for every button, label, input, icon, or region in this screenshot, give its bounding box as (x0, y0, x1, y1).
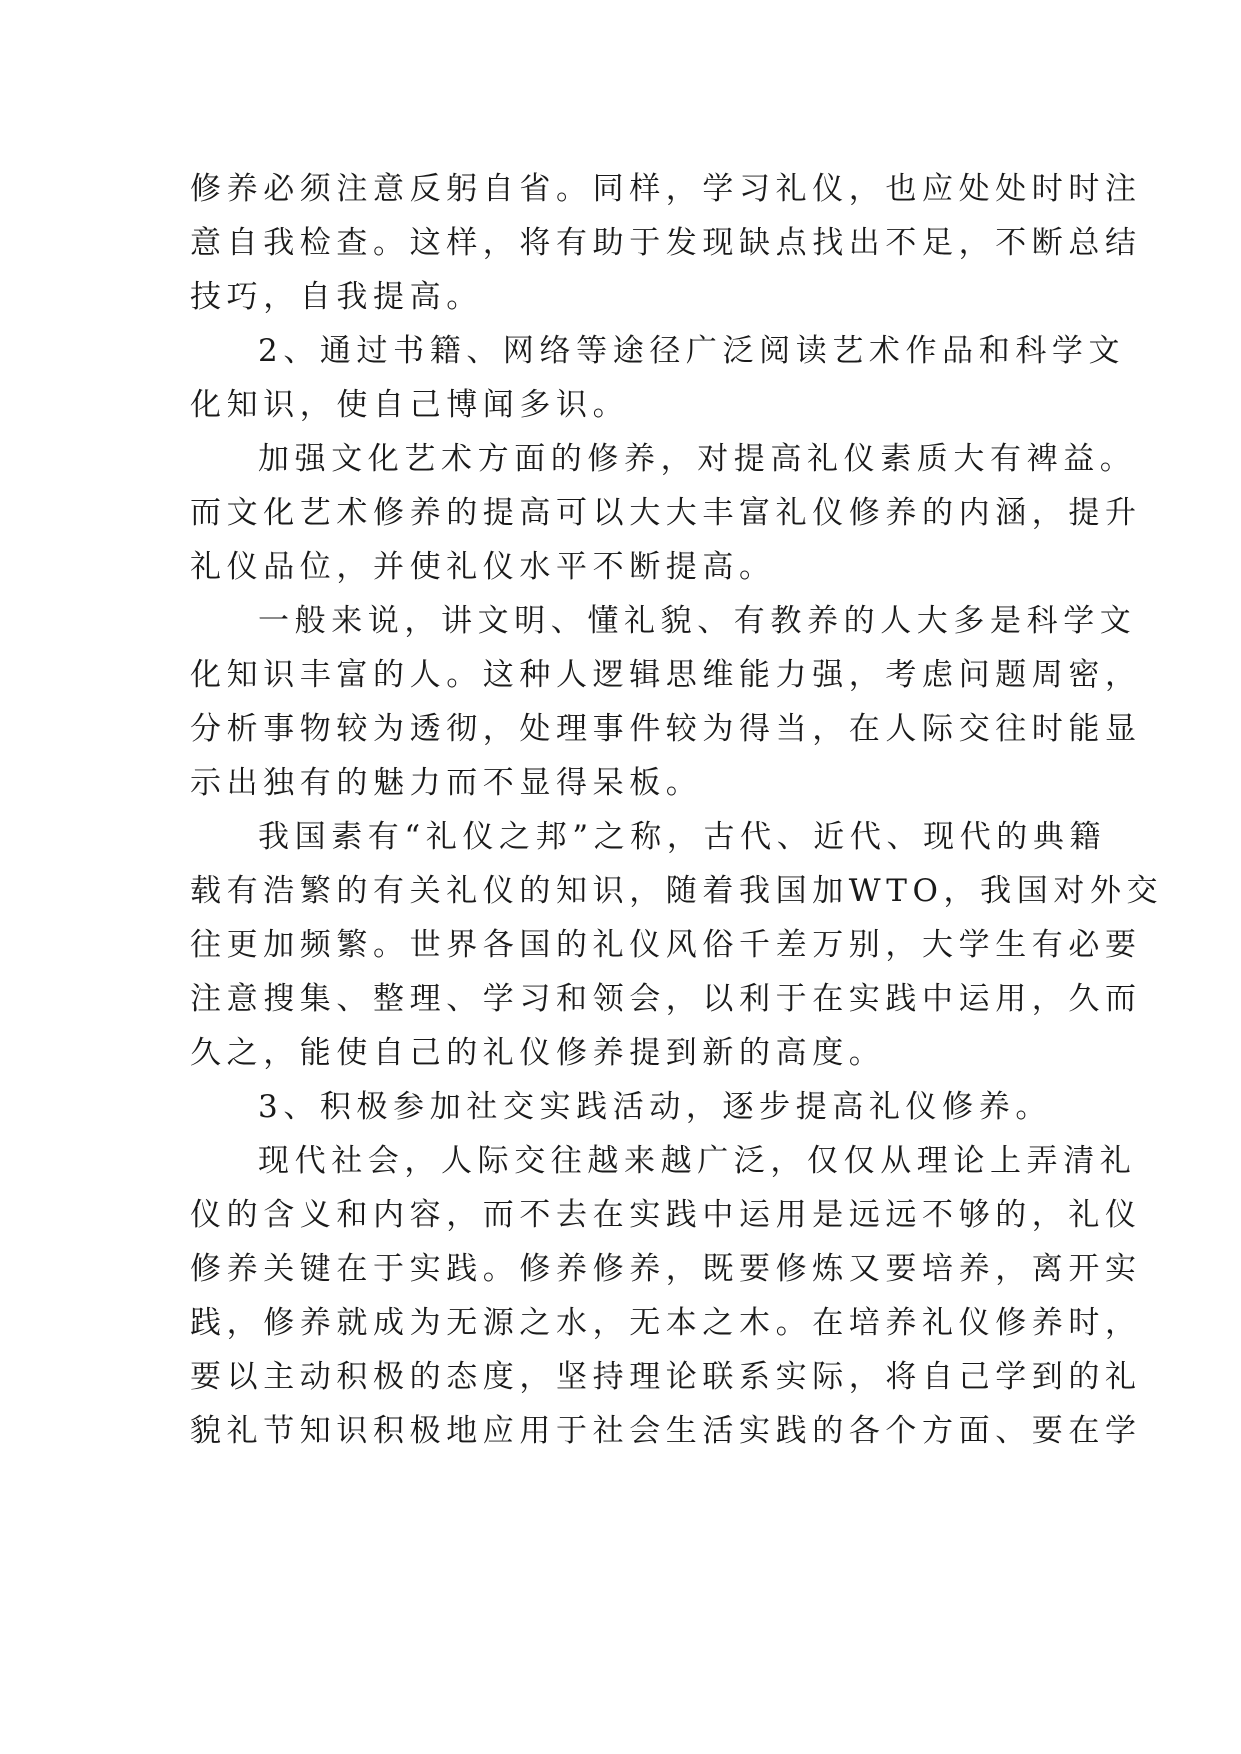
text-line: 化知识丰富的人。这种人逻辑思维能力强，考虑问题周密， (190, 657, 1142, 693)
text-line: 注意搜集、整理、学习和领会，以利于在实践中运用，久而 (190, 981, 1142, 1017)
text-line: 载有浩繁的有关礼仪的知识，随着我国加WTO，我国对外交 (190, 873, 1164, 909)
text-line: 技巧，自我提高。 (190, 279, 483, 315)
text-line: 仪的含义和内容，而不去在实践中运用是远远不够的，礼仪 (190, 1197, 1142, 1233)
text-line: 2、通过书籍、网络等途径广泛阅读艺术作品和科学文 (258, 333, 1126, 369)
text-line: 修养必须注意反躬自省。同样，学习礼仪，也应处处时时注 (190, 171, 1142, 207)
text-line: 意自我检查。这样，将有助于发现缺点找出不足，不断总结 (190, 225, 1142, 261)
body-text (190, 162, 1164, 1458)
text-line: 践，修养就成为无源之水，无本之木。在培养礼仪修养时， (190, 1305, 1142, 1341)
text-line: 3、积极参加社交实践活动，逐步提高礼仪修养。 (258, 1089, 1052, 1125)
text-line: 分析事物较为透彻，处理事件较为得当，在人际交往时能显 (190, 711, 1142, 747)
text-line: 而文化艺术修养的提高可以大大丰富礼仪修养的内涵，提升 (190, 495, 1142, 531)
text-line: 要以主动积极的态度，坚持理论联系实际，将自己学到的礼 (190, 1359, 1142, 1395)
text-line: 礼仪品位，并使礼仪水平不断提高。 (190, 549, 776, 585)
text-line: 貌礼节知识积极地应用于社会生活实践的各个方面、要在学 (190, 1413, 1142, 1449)
text-line: 示出独有的魅力而不显得呆板。 (190, 765, 703, 801)
text-line: 现代社会，人际交往越来越广泛，仅仅从理论上弄清礼 (258, 1143, 1137, 1179)
text-line: 一般来说，讲文明、懂礼貌、有教养的人大多是科学文 (258, 603, 1137, 639)
text-line: 往更加频繁。世界各国的礼仪风俗千差万别，大学生有必要 (190, 927, 1142, 963)
text-line: 化知识，使自己博闻多识。 (190, 387, 630, 423)
text-line: 修养关键在于实践。修养修养，既要修炼又要培养，离开实 (190, 1251, 1142, 1287)
text-line: 久之，能使自己的礼仪修养提到新的高度。 (190, 1035, 886, 1071)
text-line: 我国素有“礼仪之邦”之称，古代、近代、现代的典籍 (258, 819, 1107, 855)
text-line: 加强文化艺术方面的修养，对提高礼仪素质大有裨益。 (258, 441, 1137, 477)
